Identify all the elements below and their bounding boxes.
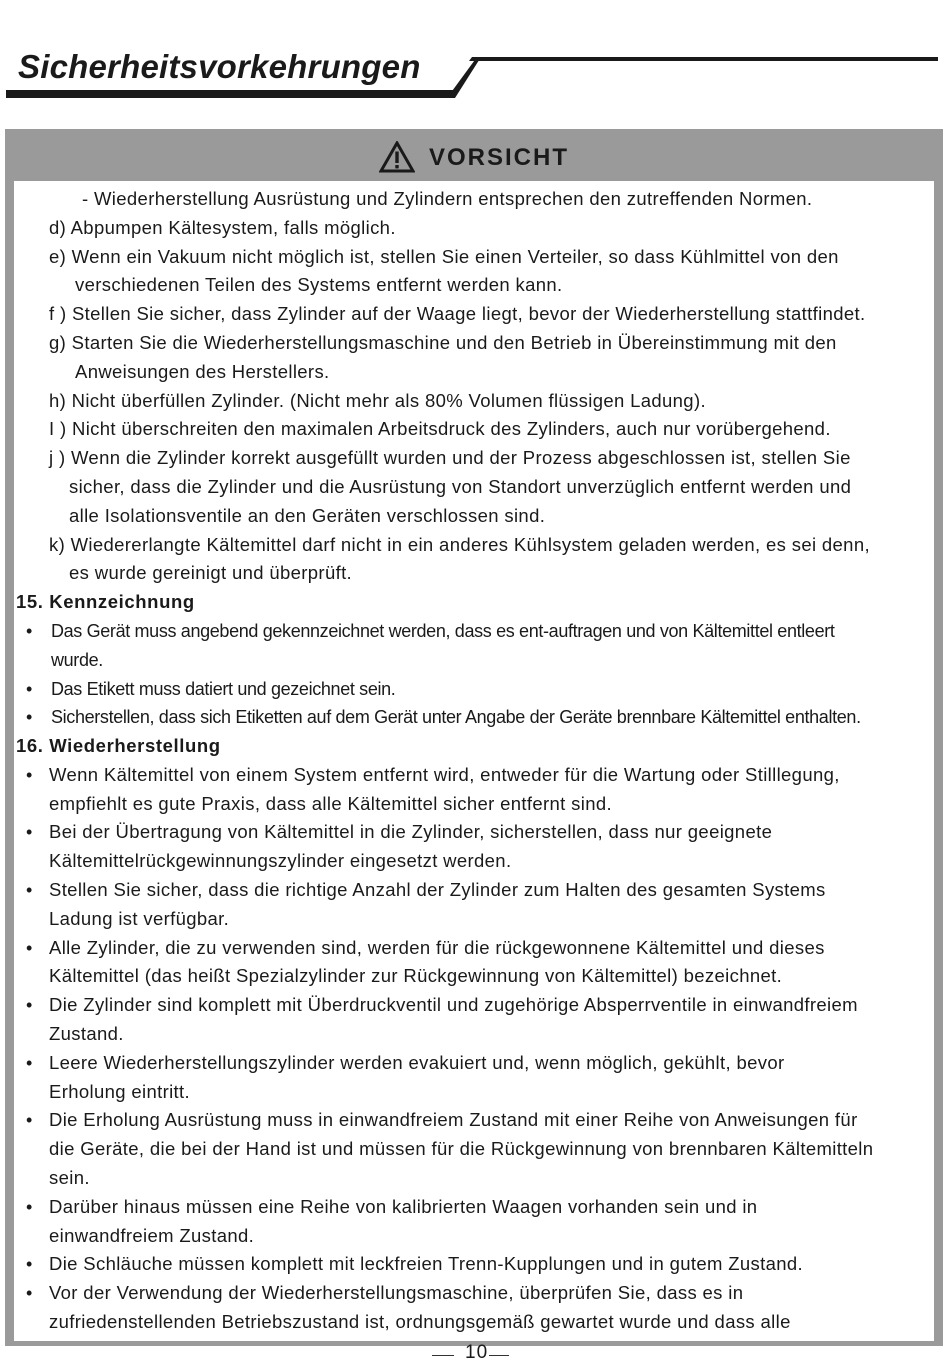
list-item-d: d) Abpumpen Kältesystem, falls möglich. bbox=[49, 217, 396, 238]
bullet: • bbox=[26, 995, 33, 1015]
bullet-item-cont: Zustand. bbox=[49, 1023, 124, 1044]
bullet: • bbox=[26, 707, 33, 727]
bullet: • bbox=[26, 1197, 33, 1217]
bullet: • bbox=[26, 938, 33, 958]
bullet-item: Stellen Sie sicher, dass die richtige Anzahl der Zylinder zum Halten des gesamten Systems bbox=[49, 879, 826, 900]
section-heading-16: 16. Wiederherstellung bbox=[16, 735, 221, 756]
bullet: • bbox=[26, 621, 33, 641]
bullet: • bbox=[26, 822, 33, 842]
bullet-item-cont: zufriedenstellenden Betriebszustand ist, ordnungsgemäß gewartet wurde und dass alle bbox=[49, 1311, 791, 1332]
bullet-item-cont: wurde. bbox=[51, 650, 103, 670]
bullet-item: Die Schläuche müssen komplett mit leckfreien Trenn-Kupplungen und in gutem Zustand. bbox=[49, 1253, 804, 1274]
bullet: • bbox=[26, 679, 33, 699]
bullet: • bbox=[26, 765, 33, 785]
header-rule-top bbox=[469, 57, 938, 61]
bullet-item-cont: die Geräte, die bei der Hand ist und müssen für die Rückgewinnung von brennbaren Kältemitteln bbox=[49, 1138, 874, 1159]
caution-content bbox=[14, 181, 934, 1341]
bullet-item: Darüber hinaus müssen eine Reihe von kalibrierten Waagen vorhanden sein und in bbox=[49, 1196, 758, 1217]
warning-triangle-icon bbox=[379, 141, 415, 173]
caution-header bbox=[5, 129, 943, 181]
list-item-k-cont: es wurde gereinigt und überprüft. bbox=[69, 562, 353, 583]
caution-label: VORSICHT bbox=[428, 144, 569, 171]
list-item-e-cont: verschiedenen Teilen des Systems entfernt werden kann. bbox=[75, 274, 563, 295]
footer-dash-right bbox=[489, 1355, 509, 1356]
list-item-g: g) Starten Sie die Wiederherstellungsmaschine und den Betrieb in Übereinstimmung mit den bbox=[49, 332, 837, 353]
bullet: • bbox=[26, 1110, 33, 1130]
page-title: Sicherheitsvorkehrungen bbox=[18, 48, 421, 85]
caution-box bbox=[5, 129, 943, 1346]
bullet: • bbox=[26, 1053, 33, 1073]
list-item-j-cont: sicher, dass die Zylinder und die Ausrüstung von Standort unverzüglich entfernt werden und bbox=[69, 476, 852, 497]
header-rule-bar bbox=[6, 90, 455, 98]
bullet-item: Das Gerät muss angebend gekennzeichnet werden, dass es ent-auftragen und von Kältemittel entleert bbox=[51, 621, 835, 641]
page-footer bbox=[0, 1341, 950, 1369]
bullet-item: Die Zylinder sind komplett mit Überdruckventil und zugehörige Absperrventile in einwandfreiem bbox=[49, 994, 858, 1015]
bullet-item-cont: Kältemittelrückgewinnungszylinder eingesetzt werden. bbox=[49, 850, 512, 871]
text-line: - Wiederherstellung Ausrüstung und Zylindern entsprechen den zutreffenden Normen. bbox=[82, 188, 813, 209]
page-number: 10 bbox=[465, 1342, 489, 1363]
bullet-item-cont: sein. bbox=[49, 1167, 90, 1188]
bullet-item-cont: Ladung ist verfügbar. bbox=[49, 908, 230, 929]
list-item-g-cont: Anweisungen des Herstellers. bbox=[75, 361, 330, 382]
bullet-item: Bei der Übertragung von Kältemittel in die Zylinder, sicherstellen, dass nur geeignete bbox=[49, 821, 773, 842]
header-rule bbox=[0, 52, 950, 102]
list-item-k: k) Wiedererlangte Kältemittel darf nicht in ein anderes Kühlsystem geladen werden, es sei denn, bbox=[49, 534, 870, 555]
list-item-h: h) Nicht überfüllen Zylinder. (Nicht mehr als 80% Volumen flüssigen Ladung). bbox=[49, 390, 706, 411]
bullet-item: Leere Wiederherstellungszylinder werden evakuiert und, wenn möglich, gekühlt, bevor bbox=[49, 1052, 785, 1073]
bullet-item-cont: empfiehlt es gute Praxis, dass alle Kältemittel sicher entfernt sind. bbox=[49, 793, 612, 814]
bullet-item: Alle Zylinder, die zu verwenden sind, werden für die rückgewonnene Kältemittel und dieses bbox=[49, 937, 825, 958]
list-item-i: I ) Nicht überschreiten den maximalen Arbeitsdruck des Zylinders, auch nur vorübergehend. bbox=[49, 418, 831, 439]
list-item-e: e) Wenn ein Vakuum nicht möglich ist, stellen Sie einen Verteiler, so dass Kühlmittel von den bbox=[49, 246, 839, 267]
bullet-item: Vor der Verwendung der Wiederherstellungsmaschine, überprüfen Sie, dass es in bbox=[49, 1282, 744, 1303]
header-rule-slant bbox=[447, 57, 481, 98]
bullet-item: Das Etikett muss datiert und gezeichnet sein. bbox=[51, 679, 396, 699]
list-item-j: j ) Wenn die Zylinder korrekt ausgefüllt wurden und der Prozess abgeschlossen ist, stellen Sie bbox=[49, 447, 851, 468]
bullet-item: Die Erholung Ausrüstung muss in einwandfreiem Zustand mit einer Reihe von Anweisungen für bbox=[49, 1109, 858, 1130]
bullet: • bbox=[26, 1283, 33, 1303]
bullet: • bbox=[26, 1254, 33, 1274]
list-item-f: f ) Stellen Sie sicher, dass Zylinder auf der Waage liegt, bevor der Wiederherstellung stattfindet. bbox=[49, 303, 866, 324]
bullet-item: Wenn Kältemittel von einem System entfernt wird, entweder für die Wartung oder Stilllegung, bbox=[49, 764, 840, 785]
bullet-item-cont: Erholung eintritt. bbox=[49, 1081, 191, 1102]
bullet: • bbox=[26, 880, 33, 900]
bullet-item-cont: einwandfreiem Zustand. bbox=[49, 1225, 255, 1246]
footer-dash-left bbox=[432, 1355, 454, 1356]
bullet-item: Sicherstellen, dass sich Etiketten auf dem Gerät unter Angabe der Geräte brennbare Kältemittel enthalten. bbox=[51, 707, 861, 727]
list-item-j-cont: alle Isolationsventile an den Geräten verschlossen sind. bbox=[69, 505, 546, 526]
section-heading-15: 15. Kennzeichnung bbox=[16, 591, 195, 612]
bullet-item-cont: Kältemittel (das heißt Spezialzylinder zur Rückgewinnung von Kältemittel) bezeichnet. bbox=[49, 965, 783, 986]
